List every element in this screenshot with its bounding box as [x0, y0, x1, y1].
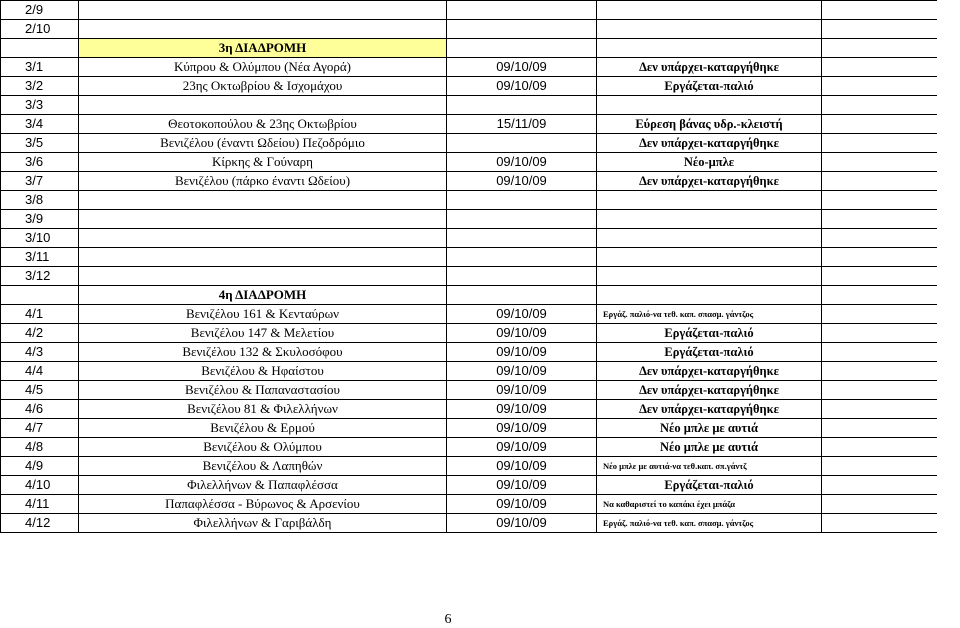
row-id-cell[interactable]: 4/1 [1, 305, 79, 324]
table-row [1, 400, 937, 419]
date-cell[interactable]: 09/10/09 [447, 153, 597, 172]
date-cell[interactable]: 09/10/09 [447, 476, 597, 495]
location-cell[interactable]: Βενιζέλου & Ολύμπου [79, 438, 447, 457]
table-row [1, 134, 937, 153]
date-cell[interactable] [447, 248, 597, 267]
location-cell[interactable]: 23ης Οκτωβρίου & Ισχομάχου [79, 77, 447, 96]
date-cell[interactable] [447, 210, 597, 229]
table-row [1, 419, 937, 438]
row-id-cell[interactable]: 3/9 [1, 210, 79, 229]
empty-cell[interactable] [822, 134, 937, 153]
location-cell[interactable]: Βενιζέλου & Παπαναστασίου [79, 381, 447, 400]
table-row [1, 438, 937, 457]
empty-cell[interactable] [822, 400, 937, 419]
status-cell[interactable]: Δεν υπάρχει-καταργήθηκε [597, 134, 822, 153]
row-id-cell[interactable]: 4/6 [1, 400, 79, 419]
table-row [1, 210, 937, 229]
date-cell[interactable]: 09/10/09 [447, 324, 597, 343]
table-row [1, 381, 937, 400]
row-id-cell[interactable]: 4/11 [1, 495, 79, 514]
empty-cell[interactable] [822, 115, 937, 134]
status-cell[interactable]: Εργάζ. παλιό-να τεθ. καπ. σπασμ. γάντζος [597, 514, 822, 533]
row-id-cell[interactable]: 4/4 [1, 362, 79, 381]
status-cell[interactable]: Να καθαριστεί το καπάκι έχει μπάζα [597, 495, 822, 514]
date-cell[interactable]: 09/10/09 [447, 400, 597, 419]
date-cell[interactable]: 09/10/09 [447, 419, 597, 438]
status-cell[interactable]: Δεν υπάρχει-καταργήθηκε [597, 400, 822, 419]
location-cell[interactable]: Θεοτοκοπούλου & 23ης Οκτωβρίου [79, 115, 447, 134]
table-row [1, 267, 937, 286]
date-cell[interactable]: 09/10/09 [447, 495, 597, 514]
table-row [1, 514, 937, 533]
location-cell[interactable] [79, 1, 447, 20]
section-title[interactable]: 3η ΔΙΑΔΡΟΜΗ [79, 39, 447, 58]
empty-cell[interactable] [822, 229, 937, 248]
date-cell[interactable] [447, 1, 597, 20]
empty-cell[interactable] [822, 419, 937, 438]
row-id-cell[interactable]: 3/3 [1, 96, 79, 115]
table-row [1, 115, 937, 134]
status-cell[interactable]: Εργάζεται-παλιό [597, 343, 822, 362]
table-row [1, 96, 937, 115]
table-row [1, 153, 937, 172]
row-id-cell[interactable]: 3/4 [1, 115, 79, 134]
row-id-cell[interactable]: 4/8 [1, 438, 79, 457]
status-cell[interactable] [597, 210, 822, 229]
location-cell[interactable]: Βενιζέλου 161 & Κενταύρων [79, 305, 447, 324]
location-cell[interactable]: Βενιζέλου (έναντι Ωδείου) Πεζοδρόμιο [79, 134, 447, 153]
spreadsheet-body [1, 1, 937, 533]
location-cell[interactable]: Βενιζέλου 147 & Μελετίου [79, 324, 447, 343]
location-cell[interactable] [79, 191, 447, 210]
location-cell[interactable]: Βενιζέλου & Λαπηθών [79, 457, 447, 476]
table-row [1, 324, 937, 343]
status-cell[interactable] [597, 267, 822, 286]
empty-cell[interactable] [822, 77, 937, 96]
date-cell[interactable]: 09/10/09 [447, 362, 597, 381]
row-id-cell[interactable]: 3/1 [1, 58, 79, 77]
status-cell[interactable]: Δεν υπάρχει-καταργήθηκε [597, 362, 822, 381]
table-row [1, 362, 937, 381]
date-cell[interactable] [447, 267, 597, 286]
row-id-cell[interactable]: 3/7 [1, 172, 79, 191]
table-row [1, 476, 937, 495]
empty-cell[interactable] [822, 20, 937, 39]
status-cell[interactable] [597, 1, 822, 20]
table-row [1, 248, 937, 267]
status-cell[interactable]: Δεν υπάρχει-καταργήθηκε [597, 172, 822, 191]
empty-cell[interactable] [447, 39, 597, 58]
row-id-cell[interactable]: 4/5 [1, 381, 79, 400]
section-header-row [1, 39, 937, 58]
empty-cell[interactable] [822, 191, 937, 210]
location-cell[interactable]: Βενιζέλου & Ηφαίστου [79, 362, 447, 381]
empty-cell[interactable] [822, 324, 937, 343]
location-cell[interactable]: Βενιζέλου 81 & Φιλελλήνων [79, 400, 447, 419]
status-cell[interactable] [597, 191, 822, 210]
empty-cell[interactable] [597, 39, 822, 58]
table-row [1, 77, 937, 96]
table-row [1, 191, 937, 210]
empty-cell[interactable] [822, 58, 937, 77]
row-id-cell[interactable]: 3/12 [1, 267, 79, 286]
date-cell[interactable]: 15/11/09 [447, 115, 597, 134]
row-id-cell[interactable]: 4/7 [1, 419, 79, 438]
empty-cell[interactable] [1, 286, 79, 305]
status-cell[interactable]: Εργάζεται-παλιό [597, 476, 822, 495]
empty-cell[interactable] [822, 343, 937, 362]
table-row [1, 343, 937, 362]
row-id-cell[interactable]: 4/10 [1, 476, 79, 495]
row-id-cell[interactable]: 3/8 [1, 191, 79, 210]
date-cell[interactable]: 09/10/09 [447, 77, 597, 96]
location-cell[interactable]: Κίρκης & Γούναρη [79, 153, 447, 172]
status-cell[interactable]: Εργάζ. παλιό-να τεθ. καπ. σπασμ. γάντζος [597, 305, 822, 324]
status-cell[interactable]: Εύρεση βάνας υδρ.-κλειστή [597, 115, 822, 134]
status-cell[interactable] [597, 20, 822, 39]
empty-cell[interactable] [822, 457, 937, 476]
date-cell[interactable]: 09/10/09 [447, 438, 597, 457]
status-cell[interactable]: Εργάζεται-παλιό [597, 324, 822, 343]
empty-cell[interactable] [822, 267, 937, 286]
row-id-cell[interactable]: 3/5 [1, 134, 79, 153]
empty-cell[interactable] [822, 438, 937, 457]
empty-cell[interactable] [822, 381, 937, 400]
empty-cell[interactable] [822, 286, 937, 305]
date-cell[interactable]: 09/10/09 [447, 305, 597, 324]
status-cell[interactable] [597, 96, 822, 115]
status-cell[interactable]: Νέο μπλε με αυτιά-να τεθ.καπ. σπ.γάντζ [597, 457, 822, 476]
table-row [1, 305, 937, 324]
empty-cell[interactable] [822, 248, 937, 267]
date-cell[interactable] [447, 20, 597, 39]
table-row [1, 229, 937, 248]
empty-cell[interactable] [822, 514, 937, 533]
location-cell[interactable] [79, 96, 447, 115]
section-header-row [1, 286, 937, 305]
empty-cell[interactable] [822, 362, 937, 381]
date-cell[interactable] [447, 191, 597, 210]
page-number: 6 [444, 612, 452, 627]
table-row [1, 1, 937, 20]
empty-cell[interactable] [822, 39, 937, 58]
row-id-cell[interactable]: 4/3 [1, 343, 79, 362]
row-id-cell[interactable]: 2/9 [1, 1, 79, 20]
date-cell[interactable]: 09/10/09 [447, 343, 597, 362]
status-cell[interactable]: Εργάζεται-παλιό [597, 77, 822, 96]
date-cell[interactable]: 09/10/09 [447, 172, 597, 191]
empty-cell[interactable] [822, 1, 937, 20]
empty-cell[interactable] [822, 495, 937, 514]
empty-cell[interactable] [447, 286, 597, 305]
date-cell[interactable]: 09/10/09 [447, 514, 597, 533]
status-cell[interactable]: Δεν υπάρχει-καταργήθηκε [597, 381, 822, 400]
empty-cell[interactable] [822, 96, 937, 115]
table-row [1, 457, 937, 476]
date-cell[interactable] [447, 229, 597, 248]
location-cell[interactable] [79, 20, 447, 39]
date-cell[interactable] [447, 134, 597, 153]
empty-cell[interactable] [822, 305, 937, 324]
table-row [1, 495, 937, 514]
row-id-cell[interactable]: 3/11 [1, 248, 79, 267]
date-cell[interactable]: 09/10/09 [447, 457, 597, 476]
location-cell[interactable]: Βενιζέλου 132 & Σκυλοσόφου [79, 343, 447, 362]
row-id-cell[interactable]: 4/9 [1, 457, 79, 476]
location-cell[interactable] [79, 229, 447, 248]
row-id-cell[interactable]: 2/10 [1, 20, 79, 39]
location-cell[interactable]: Φιλελλήνων & Παπαφλέσσα [79, 476, 447, 495]
date-cell[interactable]: 09/10/09 [447, 58, 597, 77]
status-cell[interactable]: Νέο μπλε με αυτιά [597, 438, 822, 457]
empty-cell[interactable] [597, 286, 822, 305]
empty-cell[interactable] [822, 153, 937, 172]
location-cell[interactable]: Φιλελλήνων & Γαριβάλδη [79, 514, 447, 533]
table-row [1, 172, 937, 191]
row-id-cell[interactable]: 3/6 [1, 153, 79, 172]
location-cell[interactable] [79, 210, 447, 229]
status-cell[interactable] [597, 229, 822, 248]
location-cell[interactable] [79, 248, 447, 267]
status-cell[interactable]: Δεν υπάρχει-καταργήθηκε [597, 58, 822, 77]
table-row [1, 20, 937, 39]
location-cell[interactable]: Βενιζέλου & Ερμού [79, 419, 447, 438]
date-cell[interactable] [447, 96, 597, 115]
empty-cell[interactable] [822, 210, 937, 229]
date-cell[interactable]: 09/10/09 [447, 381, 597, 400]
empty-cell[interactable] [822, 476, 937, 495]
row-id-cell[interactable]: 3/10 [1, 229, 79, 248]
location-cell[interactable]: Κύπρου & Ολύμπου (Νέα Αγορά) [79, 58, 447, 77]
empty-cell[interactable] [1, 39, 79, 58]
row-id-cell[interactable]: 4/2 [1, 324, 79, 343]
row-id-cell[interactable]: 4/12 [1, 514, 79, 533]
empty-cell[interactable] [822, 172, 937, 191]
status-cell[interactable]: Νέο μπλε με αυτιά [597, 419, 822, 438]
section-title[interactable]: 4η ΔΙΑΔΡΟΜΗ [79, 286, 447, 305]
table-row [1, 58, 937, 77]
location-cell[interactable]: Παπαφλέσσα - Βύρωνος & Αρσενίου [79, 495, 447, 514]
location-cell[interactable]: Βενιζέλου (πάρκο έναντι Ωδείου) [79, 172, 447, 191]
status-cell[interactable]: Νέο-μπλε [597, 153, 822, 172]
status-cell[interactable] [597, 248, 822, 267]
row-id-cell[interactable]: 3/2 [1, 77, 79, 96]
location-cell[interactable] [79, 267, 447, 286]
